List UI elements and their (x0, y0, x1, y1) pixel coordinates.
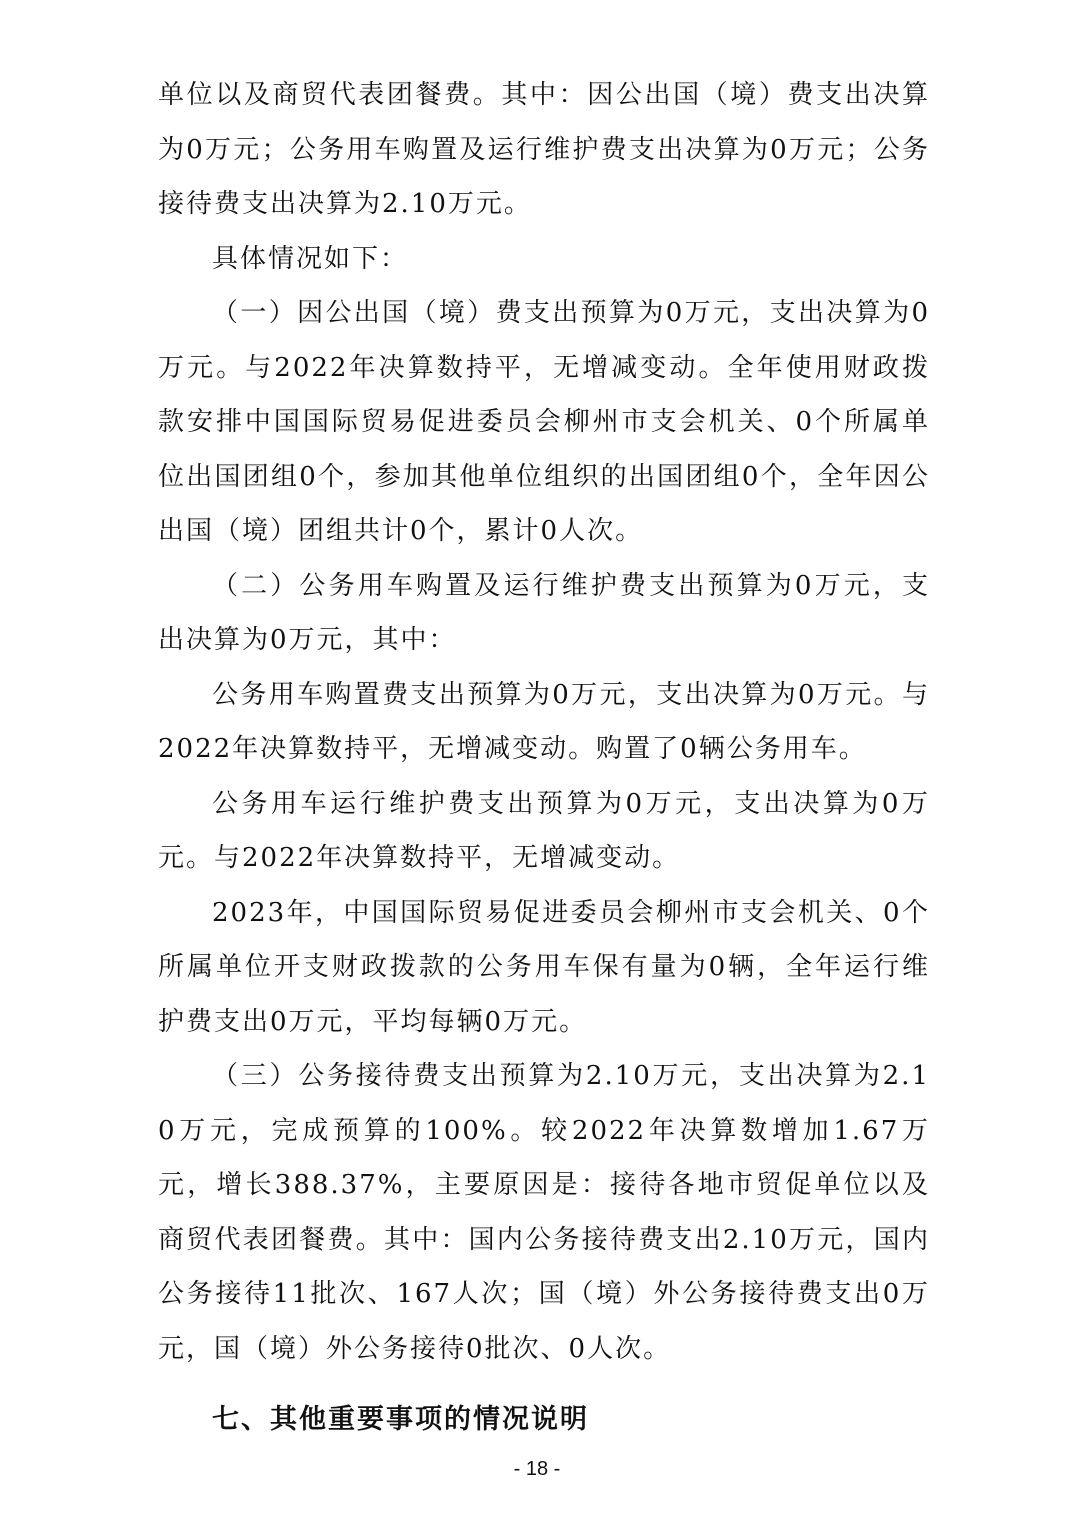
paragraph-vehicle-purchase: 公务用车购置费支出预算为0万元，支出决算为0万元。与2022年决算数持平，无增减变动。购置了0辆公务用车。 (158, 679, 930, 764)
paragraph-official-vehicles: （二）公务用车购置及运行维护费支出预算为0万元，支出决算为0万元，其中： (158, 570, 930, 655)
paragraph-continuation: 单位以及商贸代表团餐费。其中：因公出国（境）费支出决算为0万元；公务用车购置及运行维护费支出决算为0万元；公务接待费支出决算为2.10万元。 (158, 80, 930, 219)
document-body (158, 68, 930, 1376)
paragraph-details-intro: 具体情况如下： (212, 243, 409, 274)
page-number: - 18 - (513, 1458, 561, 1480)
section-heading: 七、其他重要事项的情况说明 (212, 1404, 589, 1435)
paragraph-vehicle-maintenance: 公务用车运行维护费支出预算为0万元，支出决算为0万元。与2022年决算数持平，无增减变动。 (158, 788, 930, 873)
paragraph-overseas-travel: （一）因公出国（境）费支出预算为0万元，支出决算为0万元。与2022年决算数持平，无增减变动。全年使用财政拨款安排中国国际贸易促进委员会柳州市支会机关、0个所属单位出国团组0个，参加其他单位组织的出国团组0个，全年因公出国（境）团组共计0个，累计0人次。 (158, 298, 930, 546)
paragraph-vehicle-holdings: 2023年，中国国际贸易促进委员会柳州市支会机关、0个所属单位开支财政拨款的公务用车保有量为0辆，全年运行维护费支出0万元，平均每辆0万元。 (158, 897, 930, 1037)
paragraph-official-reception: （三）公务接待费支出预算为2.10万元，支出决算为2.10万元，完成预算的100%。较2022年决算数增加1.67万元，增长388.37%，主要原因是：接待各地市贸促单位以及商贸代表团餐费。其中：国内公务接待费支出2.10万元，国内公务接待11批次、167人次；国（境）外公务接待费支出0万元，国（境）外公务接待0批次、0人次。 (158, 1061, 930, 1364)
